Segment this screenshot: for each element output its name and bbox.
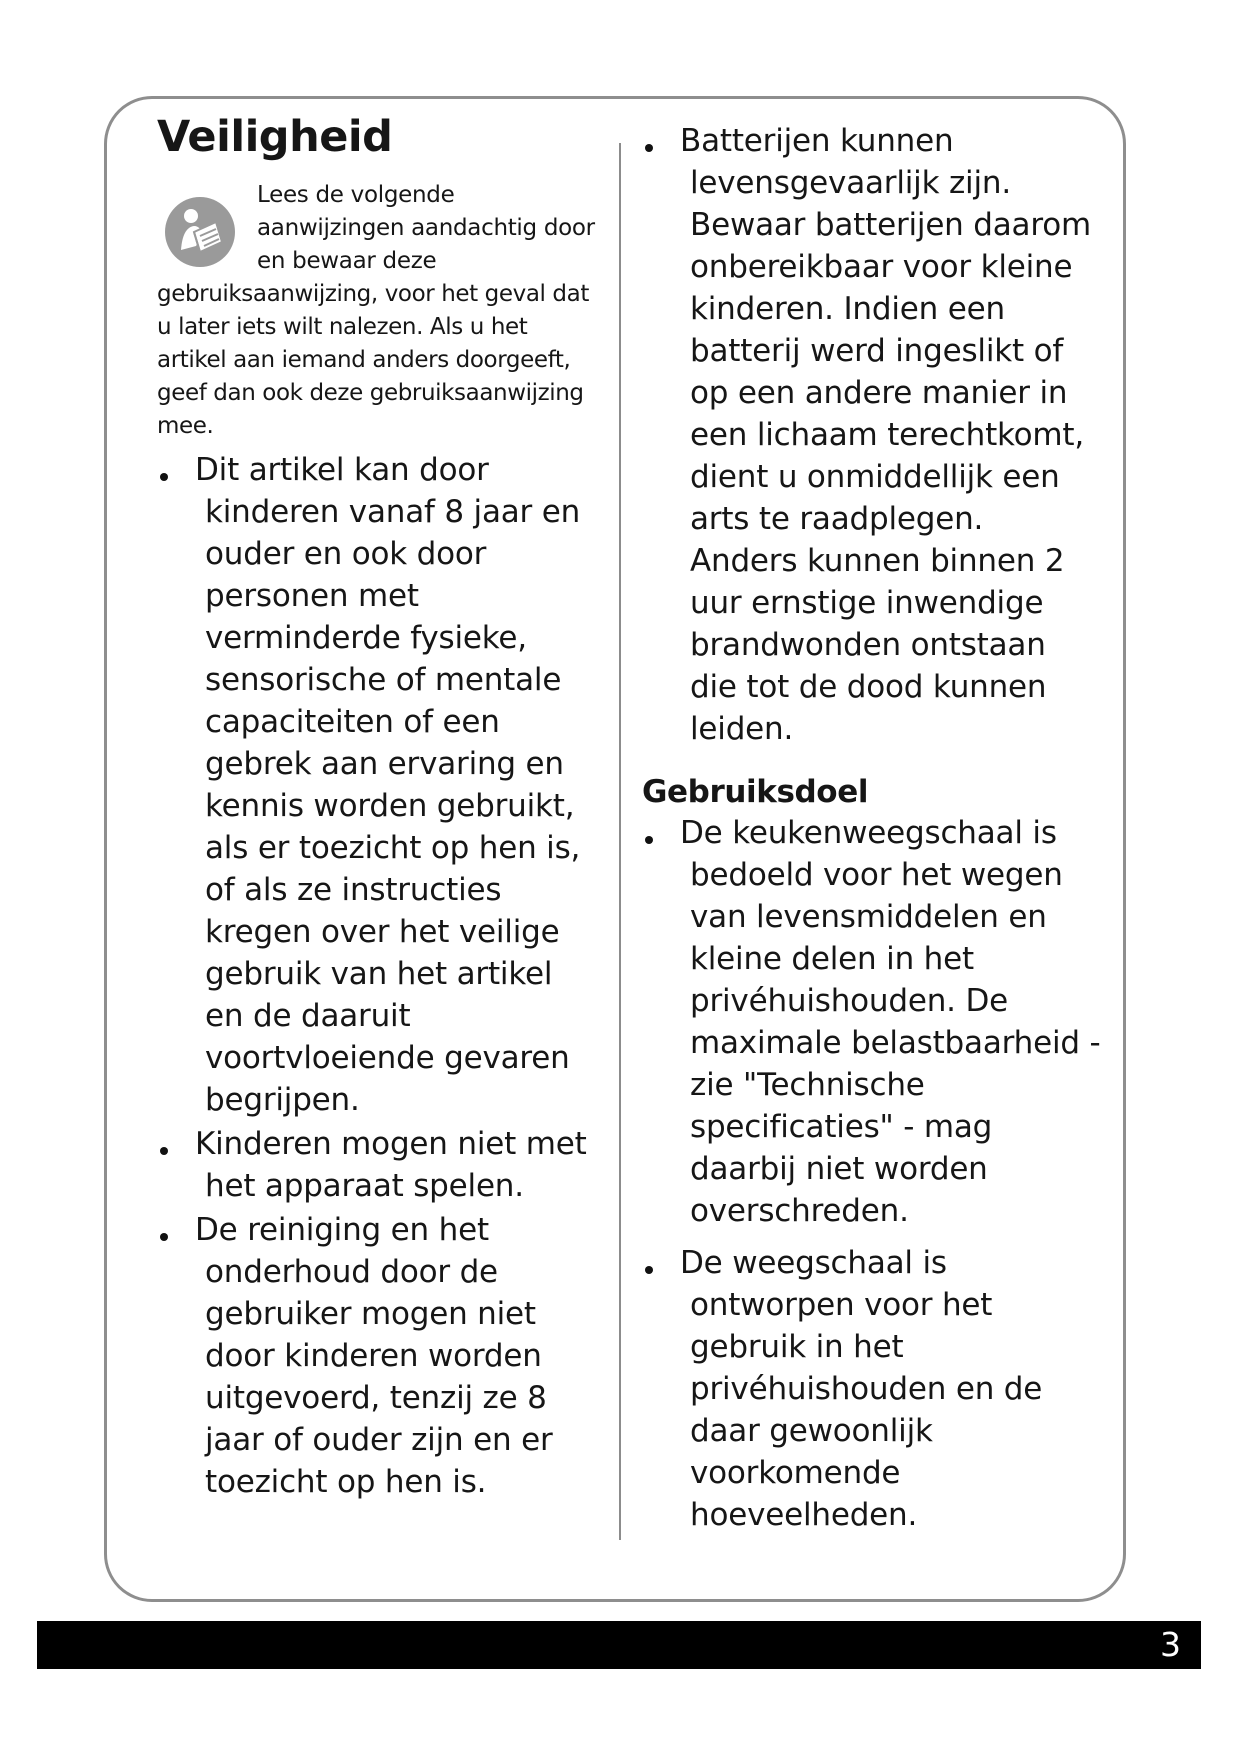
bullet-icon [645, 836, 653, 844]
safety-list-left [157, 449, 597, 1503]
page-title: Veiligheid [157, 112, 393, 162]
bullet-icon [160, 1233, 168, 1241]
footer-bar [37, 1621, 1201, 1669]
bullet-icon [645, 1266, 653, 1274]
bullet-icon [160, 1147, 168, 1155]
bullet-icon [160, 473, 168, 481]
page-number: 3 [1160, 1625, 1181, 1664]
list-item: Kinderen mogen niet met het apparaat spelen. [157, 1123, 597, 1207]
intro-text: gebruiksaanwijzing, voor het geval dat u later iets wilt nalezen. Als u het artikel aan iemand anders doorgeeft, geef dan ook deze gebruiksaanwijzing mee. [157, 281, 589, 439]
list-item: De keukenweegschaal is bedoeld voor het wegen van levensmiddelen en kleine delen in het privéhuishouden. De maximale belastbaarheid - zie "Technische specificaties" - mag daarbij niet worden overschreden. [642, 812, 1102, 1232]
list-item: De reiniging en het onderhoud door de gebruiker mogen niet door kinderen worden uitgevoerd, tenzij ze 8 jaar of ouder zijn en er toezicht op hen is. [157, 1209, 597, 1503]
intro-text-wrapped: Lees de volgende aanwijzingen aandachtig door en bewaar deze [257, 182, 595, 274]
purpose-heading: Gebruiksdoel [642, 774, 869, 810]
read-manual-icon [164, 196, 236, 268]
list-item: De weegschaal is ontworpen voor het gebruik in het privéhuishouden en de daar gewoonlijk voorkomende hoeveelheden. [642, 1242, 1102, 1536]
column-divider [619, 143, 621, 1540]
safety-list-right [642, 120, 1092, 750]
purpose-list [642, 812, 1102, 1536]
list-item: Dit artikel kan door kinderen vanaf 8 jaar en ouder en ook door personen met verminderde fysieke, sensorische of mentale capaciteiten of een gebrek aan ervaring en kennis worden gebruikt, als er toezicht op hen is, of als ze instructies kregen over het veilige gebruik van het artikel en de daaruit voortvloeiende gevaren begrijpen. [157, 449, 597, 1121]
bullet-icon [645, 144, 653, 152]
list-item: Batterijen kunnen levensgevaarlijk zijn. Bewaar batterijen daarom onbereikbaar voor kleine kinderen. Indien een batterij werd ingeslikt of op een andere manier in een lichaam terechtkomt, dient u onmiddellijk een arts te raadplegen. Anders kunnen binnen 2 uur ernstige inwendige brandwonden ontstaan die tot de dood kunnen leiden. [642, 120, 1092, 750]
